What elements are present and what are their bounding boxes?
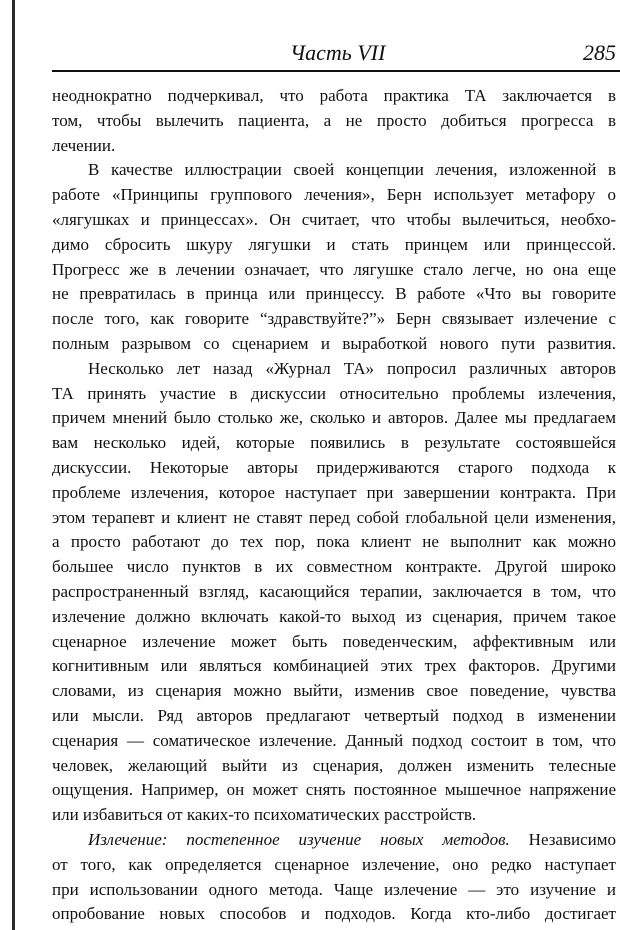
text-line: проблеме излечения, которое наступает при завершении контракта. При: [52, 482, 616, 502]
text-line: вам несколько идей, которые появились в результате состоявшейся: [52, 433, 616, 453]
page-gutter-edge: [12, 0, 15, 930]
text-line: излечение должно включать какой-то выход из сценария, причем такое: [52, 606, 616, 626]
paragraph-1: [52, 84, 616, 158]
text-line: сценарное излечение может быть поведенческим, аффективным или: [52, 631, 616, 651]
paragraph-2: [52, 158, 616, 356]
text-run: Независимо: [509, 829, 616, 849]
text-line: лечении.: [52, 135, 116, 155]
text-line: сценария — соматическое излечение. Данный подход состоит в том, что: [52, 730, 616, 750]
text-line: когнитивным или являться комбинацией этих трех факторов. Другими: [52, 656, 616, 676]
paragraph-4: [52, 828, 616, 927]
run-in-heading: Излечение: постепенное изучение новых методов.: [88, 829, 510, 849]
body-text: [52, 84, 616, 927]
text-line: или мысли. Ряд авторов предлагают четвертый подход в изменении: [52, 705, 616, 725]
paragraph-3: [52, 357, 616, 828]
text-line: полным разрывом со сценарием и выработкой нового пути развития.: [52, 333, 616, 353]
text-line: словами, из сценария можно выйти, изменив свое поведение, чувства: [52, 681, 616, 701]
text-line: большее число пунктов в их совместном контракте. Другой широко: [52, 557, 616, 577]
page-number: 285: [583, 40, 616, 65]
text-line: человек, желающий выйти из сценария, должен изменить телесные: [52, 755, 616, 775]
text-line: этом терапевт и клиент не ставят перед собой глобальной цели изменения,: [52, 507, 616, 527]
text-line: не превратилась в принца или принцессу. В работе «Что вы говорите: [52, 284, 616, 304]
text-line: том, чтобы вылечить пациента, а не просто добиться прогресса в: [52, 110, 616, 130]
text-line: Несколько лет назад «Журнал ТА» попросил различных авторов: [88, 358, 616, 378]
text-line: [52, 828, 616, 853]
part-title: Часть VII: [290, 40, 386, 65]
text-line: ощущения. Например, он может снять постоянное мышечное напряжение: [52, 780, 616, 800]
running-header: [52, 38, 620, 74]
header-rule: [52, 70, 620, 72]
text-line: дискуссии. Некоторые авторы придерживаются старого подхода к: [52, 457, 616, 477]
text-line: В качестве иллюстрации своей концепции лечения, изложенной в: [88, 160, 616, 180]
text-line: Прогресс же в лечении означает, что лягушке стало легче, но она еще: [52, 259, 616, 279]
text-line: работе «Принципы группового лечения», Берн использует метафору о: [52, 185, 616, 205]
text-line: при использовании одного метода. Чаще излечение — это изучение и: [52, 879, 616, 899]
text-line: или избавиться от каких-то психоматических расстройств.: [52, 805, 477, 825]
text-line: а просто работают до тех пор, пока клиент не выполнит как можно: [52, 532, 616, 552]
text-line: димо сбросить шкуру лягушки и стать принцем или принцессой.: [52, 234, 616, 254]
text-line: причем мнений было столько же, сколько и авторов. Далее мы предлагаем: [52, 408, 616, 428]
text-line: ТА принять участие в дискуссии относительно проблемы излечения,: [52, 383, 616, 403]
text-line: опробование новых способов и подходов. Когда кто-либо достигает: [52, 904, 616, 924]
text-line: от того, как определяется сценарное излечение, оно редко наступает: [52, 854, 616, 874]
text-line: распространенный взгляд, касающийся терапии, заключается в том, что: [52, 581, 616, 601]
text-line: неоднократно подчеркивал, что работа практика ТА заключается в: [52, 86, 616, 105]
text-line: после того, как говорите “здравствуйте?”» Берн связывает излечение с: [52, 309, 616, 329]
text-line: «лягушках и принцессах». Он считает, что чтобы вылечиться, необхо-: [52, 209, 616, 229]
